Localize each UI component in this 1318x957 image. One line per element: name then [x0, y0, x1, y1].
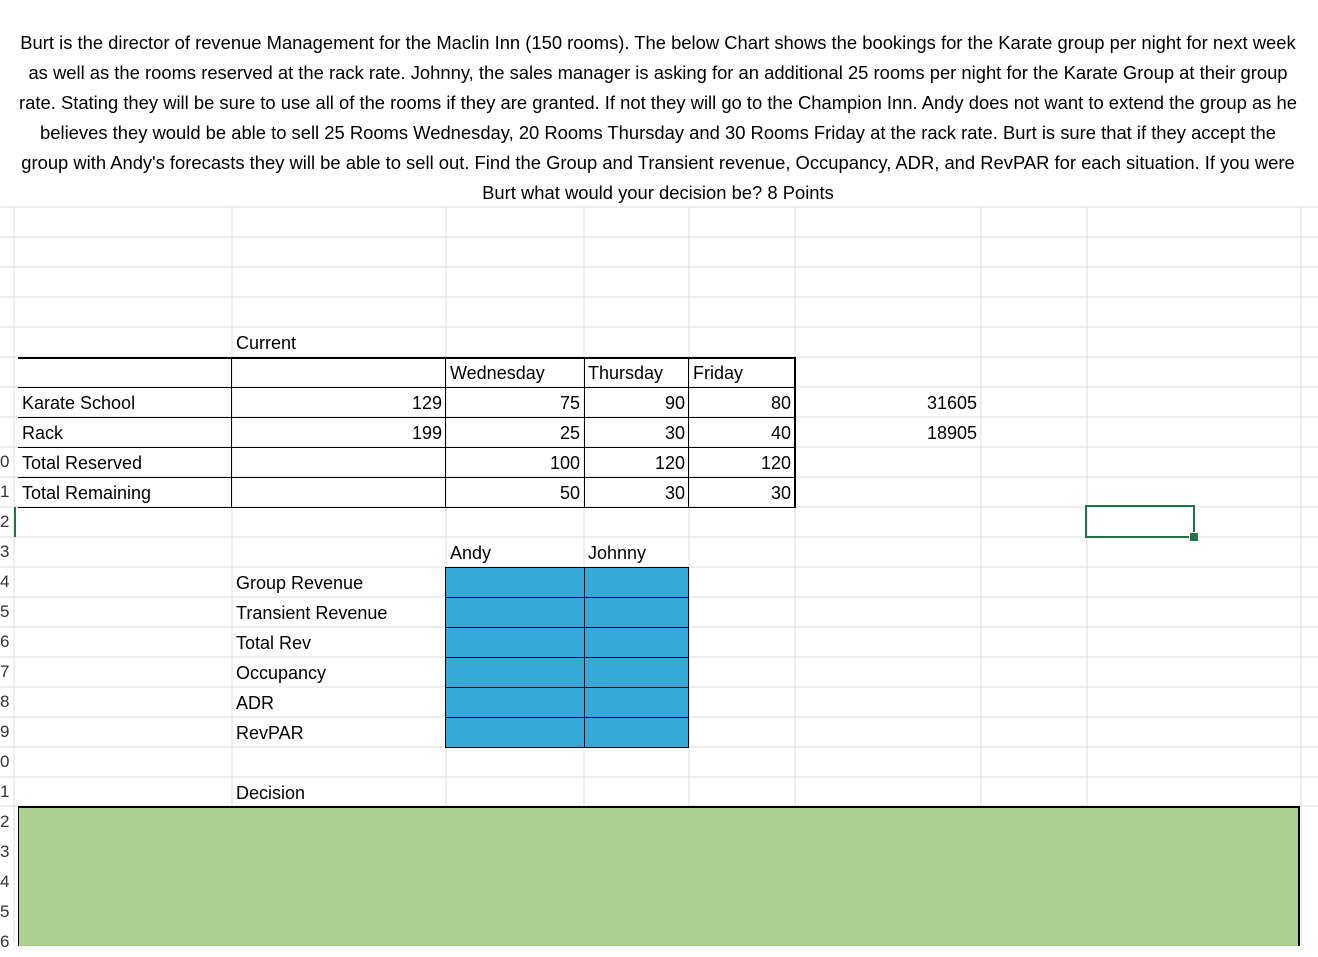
- remaining-friday[interactable]: 30: [770, 483, 791, 503]
- row-number[interactable]: 4: [0, 572, 10, 591]
- metric-label-occupancy[interactable]: Occupancy: [236, 663, 327, 683]
- row-label-rack[interactable]: Rack: [22, 423, 64, 443]
- row-number[interactable]: 2: [0, 812, 10, 831]
- rack-friday[interactable]: 40: [770, 423, 791, 443]
- karate-thursday[interactable]: 90: [664, 393, 685, 413]
- andy-group-revenue-cell[interactable]: [445, 567, 585, 598]
- scenario-header-andy[interactable]: Andy: [450, 543, 492, 563]
- johnny-occupancy-cell[interactable]: [584, 657, 689, 688]
- remaining-wednesday[interactable]: 50: [559, 483, 580, 503]
- karate-extra-value[interactable]: 31605: [926, 393, 977, 413]
- rack-extra-value[interactable]: 18905: [926, 423, 977, 443]
- row-number[interactable]: 5: [0, 902, 10, 921]
- row-number[interactable]: 6: [0, 632, 10, 651]
- remaining-thursday[interactable]: 30: [664, 483, 685, 503]
- row-label-total-reserved[interactable]: Total Reserved: [22, 453, 143, 473]
- metric-label-total-rev[interactable]: Total Rev: [236, 633, 312, 653]
- johnny-transient-revenue-cell[interactable]: [584, 597, 689, 628]
- andy-occupancy-cell[interactable]: [445, 657, 585, 688]
- row-number[interactable]: 5: [0, 602, 10, 621]
- row-number[interactable]: 6: [0, 932, 10, 951]
- reserved-friday[interactable]: 120: [760, 453, 791, 473]
- decision-answer-area[interactable]: [18, 806, 1300, 946]
- row-label-karate-school[interactable]: Karate School: [22, 393, 136, 413]
- active-cell-selection[interactable]: [1085, 505, 1195, 538]
- header-thursday[interactable]: Thursday: [588, 363, 664, 383]
- row-number[interactable]: 3: [0, 542, 10, 561]
- andy-adr-cell[interactable]: [445, 687, 585, 718]
- row-number[interactable]: 1: [0, 782, 10, 801]
- header-wednesday[interactable]: Wednesday: [450, 363, 545, 383]
- johnny-group-revenue-cell[interactable]: [584, 567, 689, 598]
- metric-label-group-revenue[interactable]: Group Revenue: [236, 573, 364, 593]
- rack-rate[interactable]: 199: [411, 423, 442, 443]
- andy-total-rev-cell[interactable]: [445, 627, 585, 658]
- row-number[interactable]: 0: [0, 752, 10, 771]
- row-number[interactable]: 4: [0, 872, 10, 891]
- row-label-total-remaining[interactable]: Total Remaining: [22, 483, 152, 503]
- andy-transient-revenue-cell[interactable]: [445, 597, 585, 628]
- scenario-header-johnny[interactable]: Johnny: [588, 543, 647, 563]
- current-label[interactable]: Current: [236, 333, 297, 353]
- row-number[interactable]: 2: [0, 512, 10, 531]
- fill-handle[interactable]: [1189, 532, 1199, 542]
- table-border-top: [18, 357, 795, 359]
- reserved-wednesday[interactable]: 100: [549, 453, 580, 473]
- karate-friday[interactable]: 80: [770, 393, 791, 413]
- metric-label-adr[interactable]: ADR: [236, 693, 275, 713]
- row-number[interactable]: 9: [0, 722, 10, 741]
- reserved-thursday[interactable]: 120: [654, 453, 685, 473]
- row-number[interactable]: 3: [0, 842, 10, 861]
- johnny-total-rev-cell[interactable]: [584, 627, 689, 658]
- karate-wednesday[interactable]: 75: [559, 393, 580, 413]
- rack-wednesday[interactable]: 25: [559, 423, 580, 443]
- problem-description: Burt is the director of revenue Management for the Maclin Inn (150 rooms). The below Chart shows the bookings for the Karate group per night for next week as well as the rooms reserved at the rack rate. Johnny, the sales manager is asking for an additional 25 rooms per night for the Karate Group at their group rate. Stating they will be sure to use all of the rooms if they are granted. If not they will go to the Champion Inn. Andy does not want to extend the group as he believes they would be able to sell 25 Rooms Wednesday, 20 Rooms Thursday and 30 Rooms Friday at the rack rate. Burt is sure that if they accept the group with Andy's forecasts they will be able to sell out. Find the Group and Transient revenue, Occupancy, ADR, and RevPAR for each situation. If you were Burt what would your decision be? 8 Points: [19, 32, 1297, 203]
- decision-label[interactable]: Decision: [236, 783, 306, 803]
- johnny-revpar-cell[interactable]: [584, 717, 689, 748]
- johnny-adr-cell[interactable]: [584, 687, 689, 718]
- rack-thursday[interactable]: 30: [664, 423, 685, 443]
- row-number[interactable]: 0: [0, 452, 10, 471]
- row-number[interactable]: 7: [0, 662, 10, 681]
- row-number[interactable]: 8: [0, 692, 10, 711]
- header-friday[interactable]: Friday: [693, 363, 744, 383]
- cell-edge-marker: [14, 507, 16, 537]
- metric-label-revpar[interactable]: RevPAR: [236, 723, 304, 743]
- metric-label-transient-revenue[interactable]: Transient Revenue: [236, 603, 388, 623]
- row-number[interactable]: 1: [0, 482, 10, 501]
- karate-rate[interactable]: 129: [411, 393, 442, 413]
- andy-revpar-cell[interactable]: [445, 717, 585, 748]
